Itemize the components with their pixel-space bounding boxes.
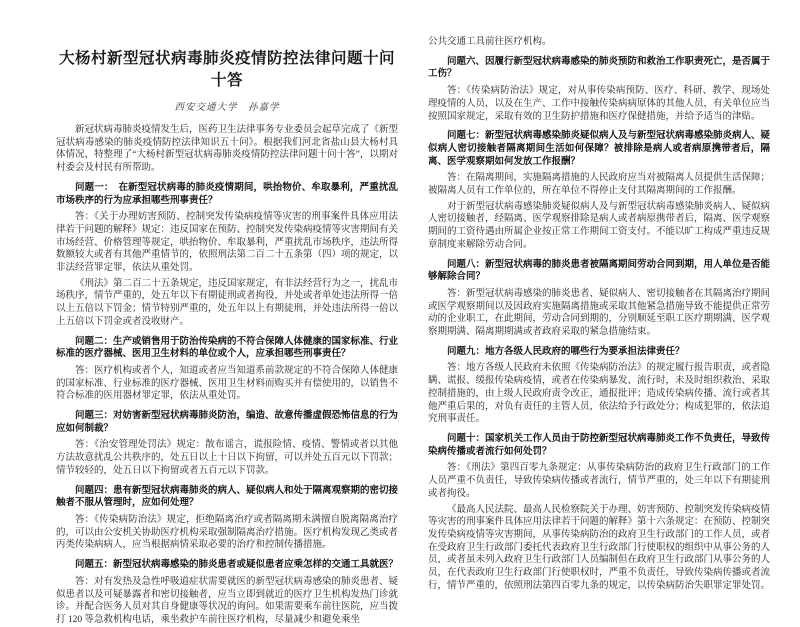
page-1-content	[56, 124, 398, 627]
body-paragraph: 答：《刑法》第四百零九条规定：从事传染病防治的政府卫生行政部门的工作人员严重不负责任，导致传染病传播或者流行，情节严重的，处三年以下有期徒刑或者拘役。	[428, 463, 771, 499]
body-paragraph: 答：在隔离期间，实施隔离措施的人民政府应当对被隔离人员提供生活保障；被隔离人员有工作单位的，所在单位不得停止支付其隔离期间的工作报酬。	[428, 173, 771, 197]
page-2	[428, 0, 771, 591]
body-paragraph: 新冠状病毒肺炎疫情发生后，医药卫生法律事务专业委员会起草完成了《新型冠状病毒感染的肺炎疫情防控法律知识五十问》。根据我们河北省盐山县大杨村具体情况，特整理了“大杨村新型冠状病毒肺炎疫情防控法律问题十问十答”，以期对村委会及村民有所帮助。	[56, 125, 399, 174]
body-paragraph: 答：《传染病防治法》规定，对从事传染病预防、医疗、科研、教学、现场处理疫情的人员，以及在生产、工作中接触传染病病原体的其他人员，有关单位应当按照国家规定，采取有效的卫生防护措施和医疗保健措施，并给予适当的津贴。	[428, 86, 771, 122]
body-paragraph: 答：新型冠状病毒感染的肺炎患者、疑似病人、密切接触者在其隔离治疗期间或医学观察期间以及因政府实施隔离措施或采取其他紧急措施导致不能提供正常劳动的企业职工，在此期间，劳动合同到期的，分别顺延至职工医疗期期满、医学观察期期满、隔离期期满或者政府采取的紧急措施结束。	[428, 288, 771, 338]
body-paragraph: 《刑法》第二百二十五条规定，违反国家规定，有非法经营行为之一，扰乱市场秩序，情节严重的，处五年以下有期徒刑或者拘役，并处或者单处违法所得一倍以上五倍以下罚金；情节特别严重的，处五年以上有期徒刑，并处违法所得一倍以上五倍以下罚金或者没收财产。	[56, 278, 399, 327]
document-title: 大杨村新型冠状病毒肺炎疫情防控法律问题十问十答	[58, 50, 395, 89]
question-heading: 问题六、因履行新型冠状病毒感染的肺炎预防和救治工作职责死亡，是否属于工伤？	[428, 56, 771, 80]
question-heading: 问题十：国家机关工作人员由于防控新型冠状病毒肺炎工作不负责任，导致传染病传播或者流行如何处罚？	[428, 433, 771, 457]
body-paragraph: 答：医疗机构或者个人，知道或者应当知道系前款规定的不符合保障人体健康的国家标准、行业标准的医疗器械、医用卫生材料而购买并有偿使用的，以销售不符合标准的医用器材罪定罪，依法从重处罚。	[56, 365, 399, 402]
body-paragraph: 答：对有发热及急性呼吸道症状需要就医的新型冠状病毒感染的肺炎患者、疑似患者以及可疑暴露者和密切接触者，应当立即到就近的医疗卫生机构发热门诊就诊。并配合医务人员对其自身健康等状况的询问。如果需要乘车前往医院，应当拨打 120 等急救机构电话，乘坐救护车前往医疗机构，尽量减少和避免乘坐	[56, 576, 399, 625]
body-paragraph: 答：《治安管理处罚法》规定：散布谣言，谎报险情、疫情、警情或者以其他方法故意扰乱公共秩序的，处五日以上十日以下拘留，可以并处五百元以下罚款；情节较轻的，处五日以下拘留或者五百元以下罚款。	[56, 440, 399, 476]
page-2-content	[428, 36, 770, 592]
body-paragraph: 对于新型冠状病毒感染肺炎疑似病人及与新型冠状病毒感染肺炎病人、疑似病人密切接触者，经隔离、医学观察排除是病人或者病原携带者后，隔离、医学观察期间的工资待遇由所属企业按正常工作期间工资支付。不能以旷工构成严重违反规章制度来解除劳动合同。	[428, 201, 771, 250]
question-heading: 问题一： 在新型冠状病毒的肺炎疫情期间，哄抬物价、牟取暴利，严重扰乱市场秩序的行为应承担哪些刑事责任？	[56, 182, 398, 206]
question-heading: 问题二：生产或销售用于防治传染病的不符合保障人体健康的国家标准、行业标准的医疗器械、医用卫生材料的单位或个人，应承担哪些刑事责任？	[56, 336, 399, 360]
body-paragraph: 答：《关于办理妨害预防、控制突发传染病疫情等灾害的刑事案件具体应用法律若干问题的解释》规定：违反国家在预防、控制突发传染病疫情等灾害期间有关市场经营、价格管理等规定，哄抬物价、牟取暴利，严重扰乱市场秩序，违法所得数额较大或者有其他严重情节的，依照刑法第二百二十五条第（四）项的规定，以非法经营罪定罪，依法从重处罚。	[56, 212, 399, 274]
question-heading: 问题九：地方各级人民政府的哪些行为要承担法律责任？	[447, 346, 685, 357]
body-paragraph: 《最高人民法院、最高人民检察院关于办理、妨害预防、控制突发传染病疫情等灾害的刑事案件具体应用法律若干问题的解释》第十六条规定：在预防、控制突发传染病疫情等灾害期间，从事传染病防治的政府卫生行政部门的工作人员，或者在受政府卫生行政部门委托代表政府卫生行政部门行使职权的组织中从事公务的人员，或者虽未列入政府卫生行政部门人员编制但在政府卫生行政部门从事公务的人员，在代表政府卫生行政部门行使职权时，严重不负责任，导致传染病传播或者流行，情节严重的，依照刑法第四百零九条的规定，以传染病防治失职罪定罪处罚。	[428, 504, 771, 591]
question-heading: 问题四：患有新型冠状病毒肺炎的病人、疑似病人和处于隔离观察期的密切接触者不服从管理时，应如何处理？	[56, 485, 399, 509]
question-heading: 问题三：对妨害新型冠状病毒肺炎防治，编造、故意传播虚假恐怖信息的行为应如何制裁？	[56, 411, 399, 434]
body-paragraph: 答：地方各级人民政府未依照《传染病防治法》的规定履行报告职责，或者隐瞒、谎报、缓报传染病疫情，或者在传染病暴发、流行时，未及时组织救治、采取控制措施的，由上级人民政府责令改正，通报批评；造成传染病传播、流行或者其他严重后果的，对负有责任的主管人员，依法给予行政处分；构成犯罪的，依法追究刑事责任。	[428, 363, 771, 425]
body-paragraph: 公共交通工具前往医疗机构。	[428, 37, 552, 47]
document-author: 西安交通大学 孙嘉学	[174, 103, 280, 113]
question-heading: 问题八：新型冠状病毒的肺炎患者被隔离期间劳动合同到期，用人单位是否能够解除合同？	[428, 259, 771, 283]
page-1	[56, 0, 399, 625]
body-paragraph: 答：《传染病防治法》规定，拒绝隔离治疗或者隔离期未满擅自脱离隔离治疗的，可以由公安机关协助医疗机构采取强制隔离治疗措施。医疗机构发现乙类或者丙类传染病病人，应当根据病情采取必要的治疗和控制传播措施。	[56, 514, 399, 551]
question-heading: 问题七：新型冠状病毒感染肺炎疑似病人及与新型冠状病毒感染肺炎病人、疑似病人密切接触者隔离期间生活如何保障？被排除是病人或者病原携带者后，隔离、医学观察期如何发放工作报酬？	[428, 131, 771, 167]
question-heading: 问题五：新型冠状病毒感染的肺炎患者或疑似患者应乘怎样的交通工具就医？	[75, 560, 399, 571]
